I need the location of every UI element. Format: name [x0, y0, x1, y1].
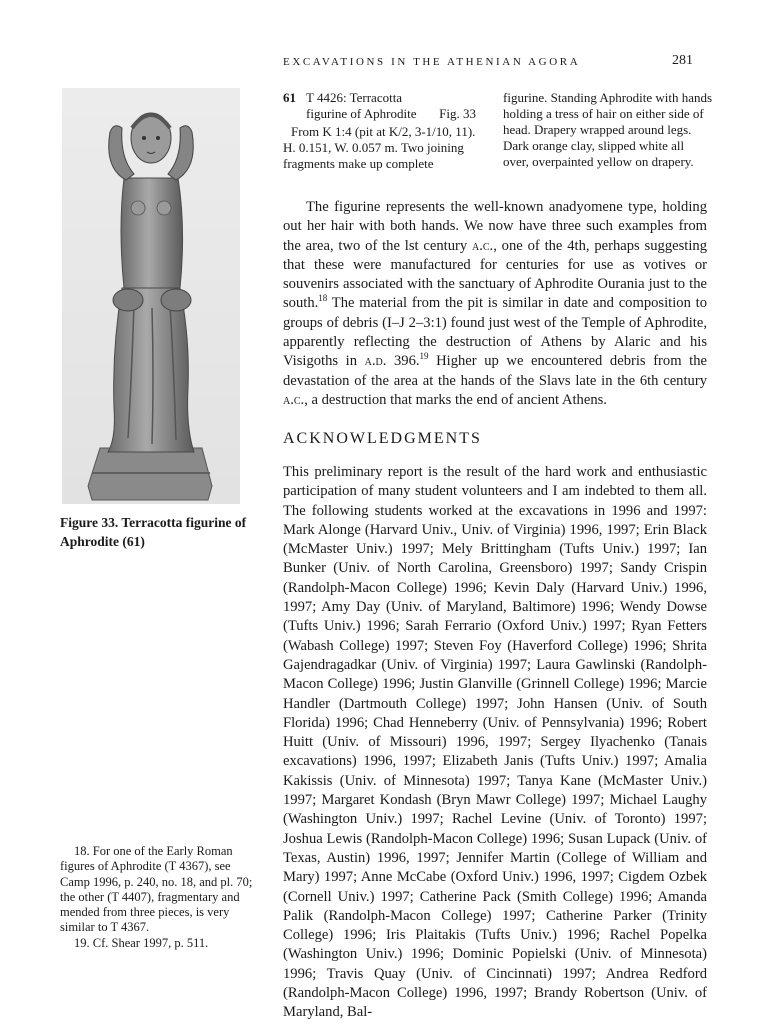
catalog-number: 61	[283, 90, 296, 105]
acknowledgments-text: This preliminary report is the result of the hard work and enthusiastic participation of many student volunteers and I am indebted to them all. The following students worked at the excavations in 1996 and 1997: Mark Alonge (Harvard Univ., Univ. of Virginia) 1996, 1997; Erin Black (McMaster Univ.) 1997; Mely Brittingham (Tufts Univ.) 1997; Ian Bunker (Univ. of North Carolina, Greensboro) 1997; Sandy Crispin (Randolph-Macon College) 1996; Kevin Daly (Harvard Univ.) 1996, 1997; Amy Day (Univ. of Maryland, Baltimore) 1996; Wendy Dowse (Tufts Univ.) 1996; Sarah Ferrario (Oxford Univ.) 1997; Ryan Fetters (Wabash College) 1997; Steven Foy (Haverford College) 1996; Shrita Gajendragadkar (Univ. of Virginia) 1997; Laura Gawlinski (Randolph-Macon College) 1996; Justin Glanville (Grinnell College) 1996; Marcie Handler (Dartmouth College) 1997; John Hansen (Univ. of South Florida) 1996; Chad Henneberry (Univ. of Pennsylvania) 1996; Robert Huitt (Univ. of Missouri) 1996, 1997; Sergey Ilyachenko (Tanais excavations) 1996, 1997; Elizabeth Janis (Tufts Univ.) 1997; Amalia Kakissis (Univ. of Minnesota) 1997; Tanya Kane (McMaster Univ.) 1997; Margaret Kondash (Bryn Mawr College) 1997; Michael Laughy (Washington Univ.) 1997; Rachel Levine (Univ. of Toronto) 1997; Joshua Lewis (Randolph-Macon College) 1996; Susan Lupack (Univ. of Texas, Austin) 1996, 1997; Jennifer Martin (College of William and Mary) 1997; Anne McCabe (Oxford Univ.) 1996, 1997; Cigdem Ozbek (Cornell Univ.) 1997; Catherine Pack (Smith College) 1996; Amanda Palik (Randolph-Macon College) 1997; Catherine Parker (Trinity College) 1996; Iris Plaitakis (Tufts Univ.) 1996; Rachel Popelka (Washington Univ.) 1996; Dominic Popielski (Univ. of Minnesota) 1996; Travis Quay (Univ. of Cincinnati) 1997; Andrea Redford (Randolph-Macon College) 1996, 1997; Brandy Robertson (Univ. of Maryland, Bal-	[283, 464, 707, 1021]
catalog-description: figurine. Standing Aphrodite with hands holding a tress of hair on either side of head. Drapery wrapped around legs. Dark orange clay, slipped white all over, overpainted yellow on drapery.	[503, 90, 713, 169]
catalog-provenance: From K 1:4 (pit at K/2, 3-1/10, 11). H. 0.151, W. 0.057 m. Two joining fragments make up complete	[283, 124, 476, 171]
acknowledgments-heading: ACKNOWLEDGMENTS	[283, 430, 482, 447]
figurine-drapery	[108, 288, 194, 452]
footnotes	[60, 844, 260, 951]
catalog-entry-left	[306, 90, 476, 122]
figurine-photo	[62, 88, 240, 504]
footnote-19: 19. Cf. Shear 1997, p. 511.	[74, 935, 209, 950]
running-head: EXCAVATIONS IN THE ATHENIAN AGORA	[283, 56, 581, 68]
catalog-title-line2-text: figurine of Aphrodite	[306, 106, 417, 121]
footnote-ref-19: 19	[419, 351, 429, 362]
footnote-18: 18. For one of the Early Roman figures of Aphrodite (T 4367), see Camp 1996, p. 240, no. 18, and pl. 70; the other (T 4407), fragmentary and mended from three pieces, is very similar to T 4367.	[60, 844, 253, 935]
figurine-torso	[121, 178, 183, 288]
catalog-fig-ref: Fig. 33	[439, 106, 476, 121]
footnote-ref-18: 18	[318, 293, 328, 304]
page-number: 281	[672, 53, 693, 68]
paragraph-figurine-discussion: The figurine represents the well-known anadyomene type, holding out her hair with both hands. We now have three such examples from the area, two of the lst century a.c., one of the 4th, perhaps suggesting that these were manufactured for centuries for use as votives or souvenirs associated with the sanctuary of Aphrodite Ourania just to the south.$^{18}$ The material from the pit is similar in date and composition to groups of debris (I–J 2–3:1) found just west of the Temple of Aphrodite, apparently reflecting the destruction of Athens by Alaric and his Visigoths in a.d. 396.19 Higher up we encountered debris from the devastation of the area at the hands of the Slavs late in the 6th century a.c., a destruction that marks the end of ancient Athens.	[283, 199, 707, 408]
figure-caption: Figure 33. Terracotta figurine of Aphrodite (61)	[60, 515, 247, 549]
catalog-title-line1: T 4426: Terracotta	[306, 90, 403, 105]
catalog-title-line2	[306, 106, 476, 122]
